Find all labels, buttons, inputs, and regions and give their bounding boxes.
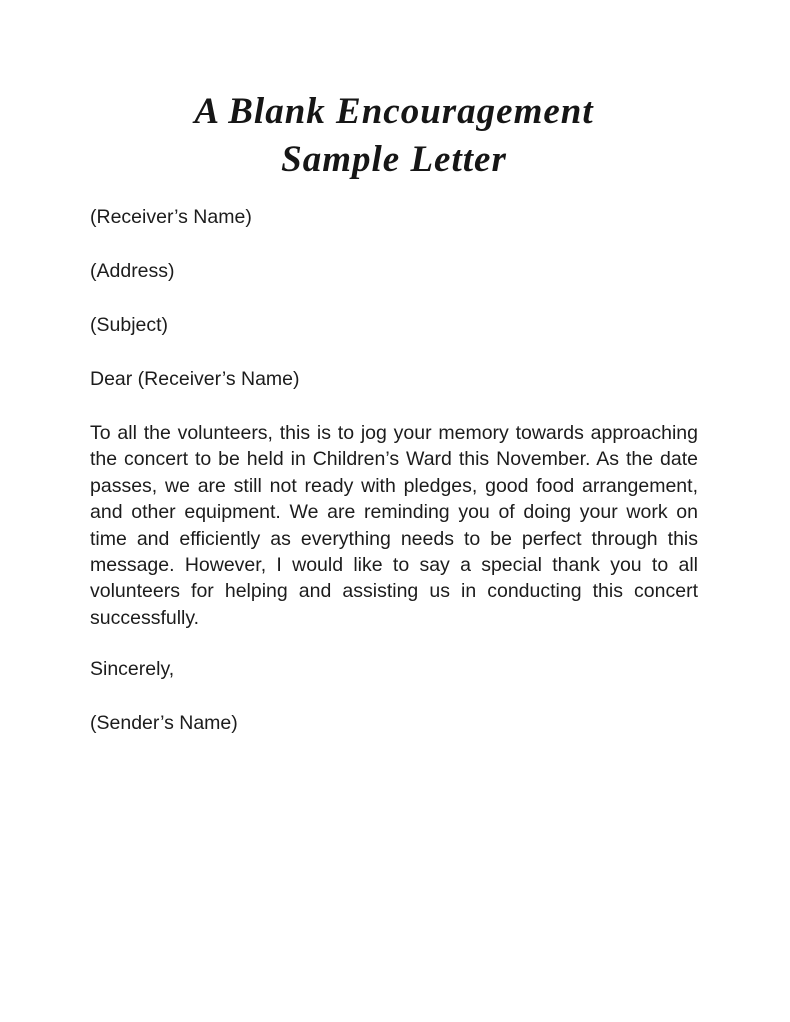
signature-line: (Sender’s Name) xyxy=(90,712,238,735)
salutation-line: Dear (Receiver’s Name) xyxy=(90,368,300,390)
closing-line: Sincerely, xyxy=(90,658,175,681)
letter-title-line-2: Sample Letter xyxy=(281,139,507,180)
receiver-name-line: (Receiver’s Name) xyxy=(90,206,252,228)
letter-title xyxy=(90,88,698,184)
letter-title-line-1: A Blank Encouragement xyxy=(194,91,594,132)
letter-body-paragraph: To all the volunteers, this is to jog your memory towards approaching the concert to be held in Children’s Ward this November. As the date passes, we are still not ready with pledges, good food arrangement, and other equipment. We are reminding you of doing your work on time and efficiently as everything needs to be perfect through this message. However, I would like to say a special thank you to all volunteers for helping and assisting us in conducting this concert successfully. xyxy=(90,422,698,629)
address-line: (Address) xyxy=(90,260,175,282)
subject-line: (Subject) xyxy=(90,314,169,336)
